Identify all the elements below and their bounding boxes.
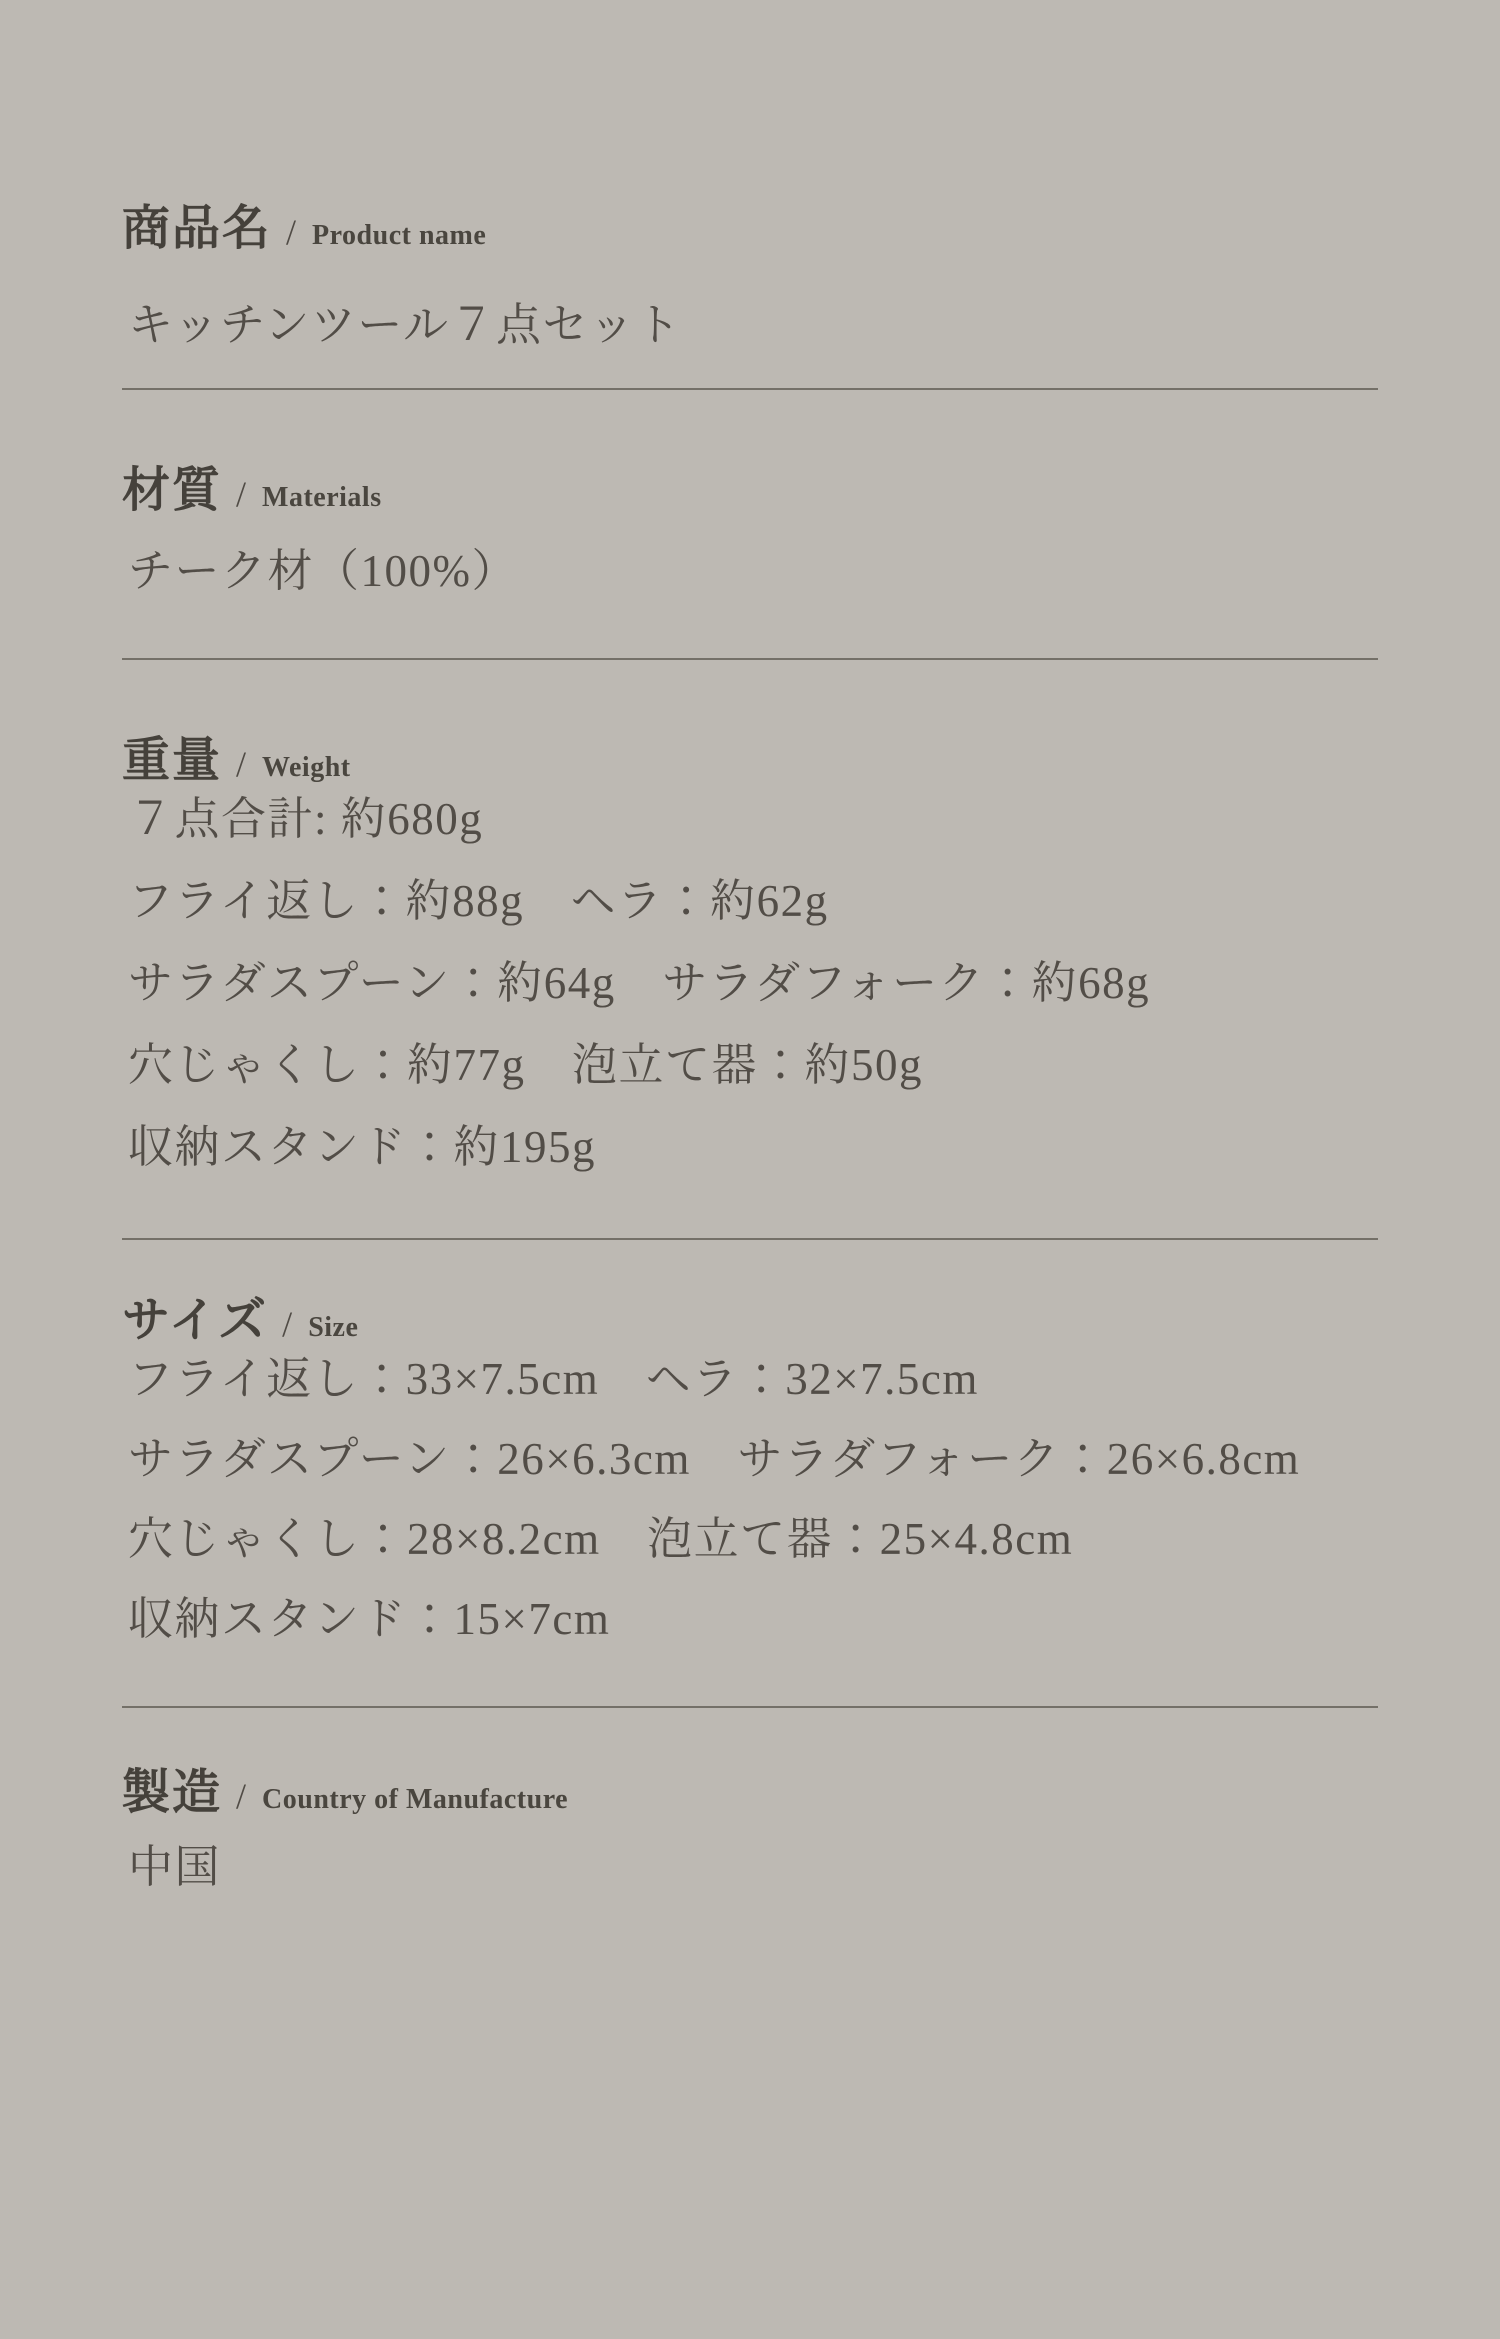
- materials-value: チーク材（100%）: [128, 546, 518, 596]
- size-title-en: Size: [308, 1312, 359, 1343]
- weight-line: 収納スタンド：約195g: [128, 1122, 597, 1172]
- weight-title-jp: 重量: [122, 734, 223, 787]
- materials-header: [122, 462, 1378, 520]
- size-title-jp: サイズ: [122, 1294, 269, 1347]
- separator-slash: /: [286, 212, 297, 252]
- materials-title-jp: 材質: [122, 464, 223, 517]
- section-manufacture: [122, 1764, 1378, 1896]
- weight-total-line: ７点合計: 約680g: [128, 794, 484, 844]
- section-divider: [122, 1706, 1378, 1708]
- section-divider: [122, 1238, 1378, 1240]
- separator-slash: /: [236, 744, 247, 784]
- section-weight: [122, 732, 1378, 1176]
- size-line: 収納スタンド：15×7cm: [128, 1594, 611, 1644]
- weight-title-en: Weight: [262, 752, 351, 783]
- separator-slash: /: [236, 1776, 247, 1816]
- product-name-title-jp: 商品名: [122, 202, 273, 255]
- size-line: サラダスプーン：26×6.3cm サラダフォーク：26×6.8cm: [128, 1434, 1301, 1484]
- spec-sheet: [0, 200, 1500, 1896]
- manufacture-title-en: Country of Manufacture: [262, 1784, 569, 1815]
- manufacture-value: 中国: [128, 1842, 222, 1892]
- manufacture-title-jp: 製造: [122, 1766, 223, 1819]
- product-name-header: [122, 200, 1378, 258]
- section-product-name: [122, 200, 1378, 354]
- weight-line: 穴じゃくし：約77g 泡立て器：約50g: [128, 1040, 924, 1090]
- materials-title-en: Materials: [262, 482, 382, 513]
- section-materials: [122, 462, 1378, 600]
- section-divider: [122, 658, 1378, 660]
- product-name-value: キッチンツール７点セット: [128, 300, 682, 350]
- section-divider: [122, 388, 1378, 390]
- weight-header: [122, 732, 1378, 790]
- size-line: フライ返し：33×7.5cm ヘラ：32×7.5cm: [128, 1354, 979, 1404]
- size-header: [122, 1292, 1378, 1350]
- manufacture-header: [122, 1764, 1378, 1822]
- separator-slash: /: [236, 474, 247, 514]
- weight-line: サラダスプーン：約64g サラダフォーク：約68g: [128, 958, 1151, 1008]
- section-size: [122, 1292, 1378, 1648]
- product-name-title-en: Product name: [312, 220, 487, 251]
- size-line: 穴じゃくし：28×8.2cm 泡立て器：25×4.8cm: [128, 1514, 1074, 1564]
- separator-slash: /: [282, 1304, 293, 1344]
- weight-line: フライ返し：約88g ヘラ：約62g: [128, 876, 829, 926]
